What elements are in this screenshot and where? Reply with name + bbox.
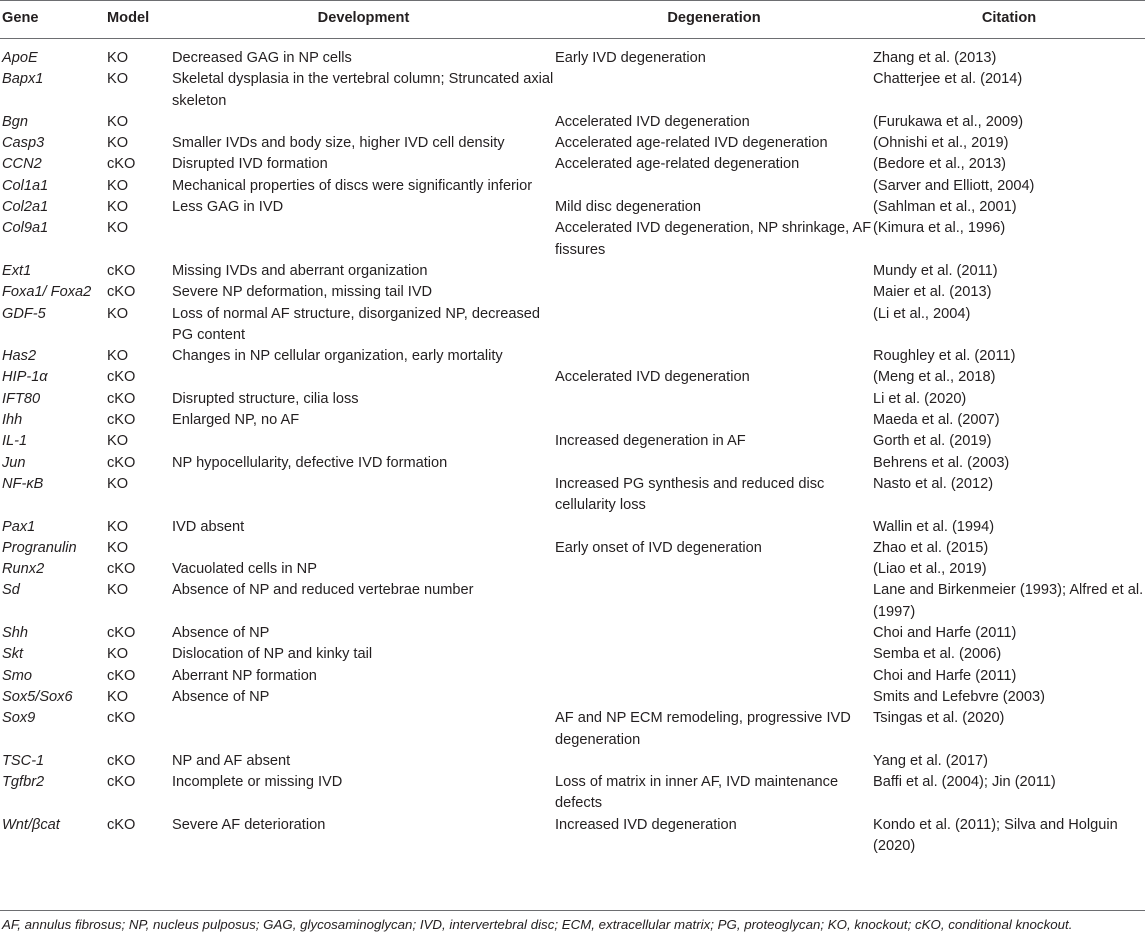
table-row: [0, 559, 1145, 580]
cell-citation: Chatterjee et al. (2014): [873, 71, 1023, 88]
table-body: [0, 38, 1145, 857]
cell-gene: Sox5/Sox6: [2, 688, 73, 705]
header-row: [0, 0, 1145, 38]
cell-degeneration: Accelerated age-related IVD degeneration: [555, 135, 828, 152]
cell-citation: Maeda et al. (2007): [873, 412, 1000, 429]
cell-development: Mechanical properties of discs were significantly inferior: [172, 177, 533, 194]
table-row: [0, 687, 1145, 708]
cell-model: cKO: [107, 390, 136, 407]
header-citation: Citation: [981, 10, 1037, 27]
table-row: [0, 261, 1145, 282]
cell-model: KO: [107, 220, 129, 237]
header-development: Development: [317, 10, 410, 27]
cell-degeneration: Mild disc degeneration: [555, 199, 702, 216]
table-row: [0, 346, 1145, 367]
cell-degeneration: Increased PG synthesis and reduced disc cellularity loss: [555, 475, 825, 514]
cell-development: Missing IVDs and aberrant organization: [172, 262, 428, 279]
cell-development: Aberrant NP formation: [172, 667, 317, 684]
cell-citation: Behrens et al. (2003): [873, 454, 1010, 471]
table-row: [0, 580, 1145, 623]
cell-development: [172, 112, 555, 133]
table-row: [0, 176, 1145, 197]
table-row: [0, 410, 1145, 431]
cell-citation: (Kimura et al., 1996): [873, 220, 1006, 237]
cell-gene: Casp3: [2, 135, 45, 152]
cell-model: KO: [107, 305, 129, 322]
table-row: [0, 154, 1145, 175]
cell-citation: (Liao et al., 2019): [873, 561, 987, 578]
cell-gene: Tgfbr2: [2, 774, 45, 791]
cell-degeneration: Early IVD degeneration: [555, 50, 706, 66]
cell-development: IVD absent: [172, 518, 245, 535]
cell-model: cKO: [107, 816, 136, 833]
cell-development: Disrupted structure, cilia loss: [172, 390, 359, 407]
cell-gene: Has2: [2, 348, 37, 365]
cell-citation: (Li et al., 2004): [873, 305, 971, 322]
cell-gene: Wnt/βcat: [2, 816, 60, 833]
cell-development: [172, 474, 555, 517]
cell-development: Severe AF deterioration: [172, 816, 326, 833]
cell-citation: Lane and Birkenmeier (1993); Alfred et al. (1997): [873, 582, 1144, 620]
cell-development: Changes in NP cellular organization, early mortality: [172, 348, 503, 365]
cell-model: KO: [107, 539, 129, 556]
cell-citation: Gorth et al. (2019): [873, 433, 992, 450]
header-degeneration: Degeneration: [667, 10, 761, 27]
cell-degeneration: [555, 453, 873, 474]
cell-degeneration: Accelerated age-related degeneration: [555, 156, 800, 173]
cell-degeneration: Accelerated IVD degeneration: [555, 369, 750, 386]
table-row: [0, 38, 1145, 69]
cell-degeneration: [555, 751, 873, 772]
cell-model: cKO: [107, 262, 136, 279]
cell-gene: GDF-5: [2, 305, 46, 322]
cell-degeneration: Accelerated IVD degeneration, NP shrinkage, AF fissures: [555, 220, 872, 258]
cell-gene: Foxa1/ Foxa2: [2, 284, 92, 301]
cell-gene: Sd: [2, 582, 20, 599]
cell-citation: (Ohnishi et al., 2019): [873, 135, 1009, 152]
cell-citation: Tsingas et al. (2020): [873, 710, 1005, 727]
cell-development: Loss of normal AF structure, disorganized NP, decreased PG content: [172, 305, 541, 343]
cell-citation: Choi and Harfe (2011): [873, 625, 1017, 642]
table-row: [0, 815, 1145, 858]
table-row: [0, 218, 1145, 261]
cell-development: Decreased GAG in NP cells: [172, 50, 352, 66]
cell-gene: Smo: [2, 667, 33, 684]
table-footnote: AF, annulus fibrosus; NP, nucleus pulposus; GAG, glycosaminoglycan; IVD, intervertebral disc; ECM, extracellular matrix; PG, proteoglycan; KO, knockout; cKO, conditional knockout.: [2, 917, 1073, 932]
cell-gene: Skt: [2, 646, 24, 663]
cell-degeneration: AF and NP ECM remodeling, progressive IVD degeneration: [555, 710, 851, 748]
cell-citation: Yang et al. (2017): [873, 752, 988, 769]
cell-development: Absence of NP and reduced vertebrae number: [172, 582, 474, 599]
cell-gene: Sox9: [2, 710, 36, 727]
cell-citation: Zhang et al. (2013): [873, 50, 997, 66]
cell-degeneration: Increased IVD degeneration: [555, 816, 737, 833]
table-row: [0, 538, 1145, 559]
cell-model: KO: [107, 582, 129, 599]
cell-development: [172, 708, 555, 751]
cell-citation: (Sarver and Elliott, 2004): [873, 177, 1035, 194]
cell-gene: Bgn: [2, 113, 28, 130]
cell-citation: (Bedore et al., 2013): [873, 156, 1007, 173]
cell-degeneration: [555, 580, 873, 623]
table-row: [0, 112, 1145, 133]
cell-model: KO: [107, 177, 129, 194]
cell-model: KO: [107, 348, 129, 365]
cell-development: Vacuolated cells in NP: [172, 561, 317, 578]
cell-development: Disrupted IVD formation: [172, 156, 328, 173]
cell-degeneration: [555, 644, 873, 665]
cell-model: cKO: [107, 369, 136, 386]
table-row: [0, 644, 1145, 665]
cell-degeneration: [555, 346, 873, 367]
cell-degeneration: [555, 410, 873, 431]
cell-development: Smaller IVDs and body size, higher IVD cell density: [172, 135, 505, 152]
cell-gene: Ext1: [2, 262, 32, 279]
cell-model: cKO: [107, 667, 136, 684]
cell-degeneration: [555, 389, 873, 410]
cell-model: cKO: [107, 156, 136, 173]
cell-gene: Col2a1: [2, 199, 49, 216]
table-row: [0, 623, 1145, 644]
cell-model: KO: [107, 518, 129, 535]
cell-development: NP and AF absent: [172, 752, 291, 769]
table-row: [0, 133, 1145, 154]
cell-citation: Wallin et al. (1994): [873, 518, 995, 535]
cell-model: KO: [107, 199, 129, 216]
cell-gene: Col1a1: [2, 177, 49, 194]
cell-gene: Col9a1: [2, 220, 49, 237]
cell-model: cKO: [107, 454, 136, 471]
cell-degeneration: [555, 282, 873, 303]
cell-model: cKO: [107, 774, 136, 791]
cell-degeneration: [555, 261, 873, 282]
cell-model: cKO: [107, 710, 136, 727]
cell-citation: Roughley et al. (2011): [873, 348, 1016, 365]
cell-citation: Semba et al. (2006): [873, 646, 1002, 663]
cell-citation: Smits and Lefebvre (2003): [873, 688, 1045, 705]
cell-model: cKO: [107, 412, 136, 429]
cell-development: NP hypocellularity, defective IVD formation: [172, 454, 448, 471]
table-row: [0, 389, 1145, 410]
cell-model: cKO: [107, 284, 136, 301]
table-row: [0, 197, 1145, 218]
cell-citation: Maier et al. (2013): [873, 284, 992, 301]
cell-degeneration: Loss of matrix in inner AF, IVD maintenance defects: [555, 774, 839, 812]
cell-development: [172, 431, 555, 452]
cell-gene: CCN2: [2, 156, 42, 173]
cell-citation: Kondo et al. (2011); Silva and Holguin (2020): [873, 816, 1118, 854]
cell-degeneration: Early onset of IVD degeneration: [555, 539, 762, 556]
cell-degeneration: [555, 623, 873, 644]
cell-degeneration: [555, 666, 873, 687]
table-row: [0, 474, 1145, 517]
cell-gene: Runx2: [2, 561, 45, 578]
cell-development: Skeletal dysplasia in the vertebral column; Struncated axial skeleton: [172, 71, 554, 109]
cell-development: Dislocation of NP and kinky tail: [172, 646, 373, 663]
cell-degeneration: [555, 69, 873, 112]
table-row: [0, 772, 1145, 815]
table-row: [0, 69, 1145, 112]
cell-gene: Pax1: [2, 518, 36, 535]
cell-gene: Progranulin: [2, 539, 77, 556]
header-model: Model: [107, 10, 150, 27]
cell-citation: (Sahlman et al., 2001): [873, 199, 1017, 216]
cell-development: Severe NP deformation, missing tail IVD: [172, 284, 433, 301]
table-row: [0, 431, 1145, 452]
cell-gene: Shh: [2, 625, 28, 642]
cell-model: KO: [107, 646, 129, 663]
cell-gene: IFT80: [2, 390, 41, 407]
cell-development: Less GAG in IVD: [172, 199, 284, 216]
cell-degeneration: Increased degeneration in AF: [555, 433, 746, 450]
table-row: [0, 282, 1145, 303]
cell-model: KO: [107, 433, 129, 450]
cell-gene: Bapx1: [2, 71, 44, 88]
cell-citation: Zhao et al. (2015): [873, 539, 989, 556]
table-row: [0, 517, 1145, 538]
cell-degeneration: [555, 559, 873, 580]
cell-development: [172, 218, 555, 261]
table-row: [0, 666, 1145, 687]
header-gene: Gene: [2, 10, 39, 27]
cell-model: cKO: [107, 625, 136, 642]
cell-degeneration: [555, 687, 873, 708]
cell-model: KO: [107, 475, 129, 492]
cell-development: [172, 538, 555, 559]
table-row: [0, 367, 1145, 388]
cell-gene: NF-κB: [2, 475, 44, 492]
cell-citation: Baffi et al. (2004); Jin (2011): [873, 774, 1056, 791]
cell-citation: Nasto et al. (2012): [873, 475, 994, 492]
table-row: [0, 453, 1145, 474]
cell-degeneration: Accelerated IVD degeneration: [555, 113, 750, 130]
cell-citation: Mundy et al. (2011): [873, 262, 998, 279]
cell-citation: Choi and Harfe (2011): [873, 667, 1017, 684]
cell-citation: Li et al. (2020): [873, 390, 967, 407]
cell-development: Enlarged NP, no AF: [172, 412, 300, 429]
cell-gene: TSC-1: [2, 752, 45, 769]
cell-development: Absence of NP: [172, 688, 270, 705]
cell-model: KO: [107, 113, 129, 130]
cell-development: Absence of NP: [172, 625, 270, 642]
cell-gene: HIP-1α: [2, 369, 48, 386]
cell-gene: IL-1: [2, 433, 28, 450]
cell-degeneration: [555, 176, 873, 197]
cell-citation: (Meng et al., 2018): [873, 369, 996, 386]
cell-development: Incomplete or missing IVD: [172, 774, 343, 791]
table-row: [0, 708, 1145, 751]
cell-model: KO: [107, 135, 129, 152]
table-row: [0, 304, 1145, 347]
cell-model: KO: [107, 71, 129, 88]
bottom-rule: [0, 910, 1145, 911]
cell-model: KO: [107, 688, 129, 705]
cell-gene: ApoE: [2, 50, 38, 66]
cell-gene: Ihh: [2, 412, 23, 429]
cell-degeneration: [555, 304, 873, 347]
table-row: [0, 751, 1145, 772]
cell-degeneration: [555, 517, 873, 538]
cell-model: cKO: [107, 752, 136, 769]
cell-citation: (Furukawa et al., 2009): [873, 113, 1024, 130]
cell-gene: Jun: [2, 454, 26, 471]
cell-model: KO: [107, 50, 129, 66]
cell-development: [172, 367, 555, 388]
cell-model: cKO: [107, 561, 136, 578]
